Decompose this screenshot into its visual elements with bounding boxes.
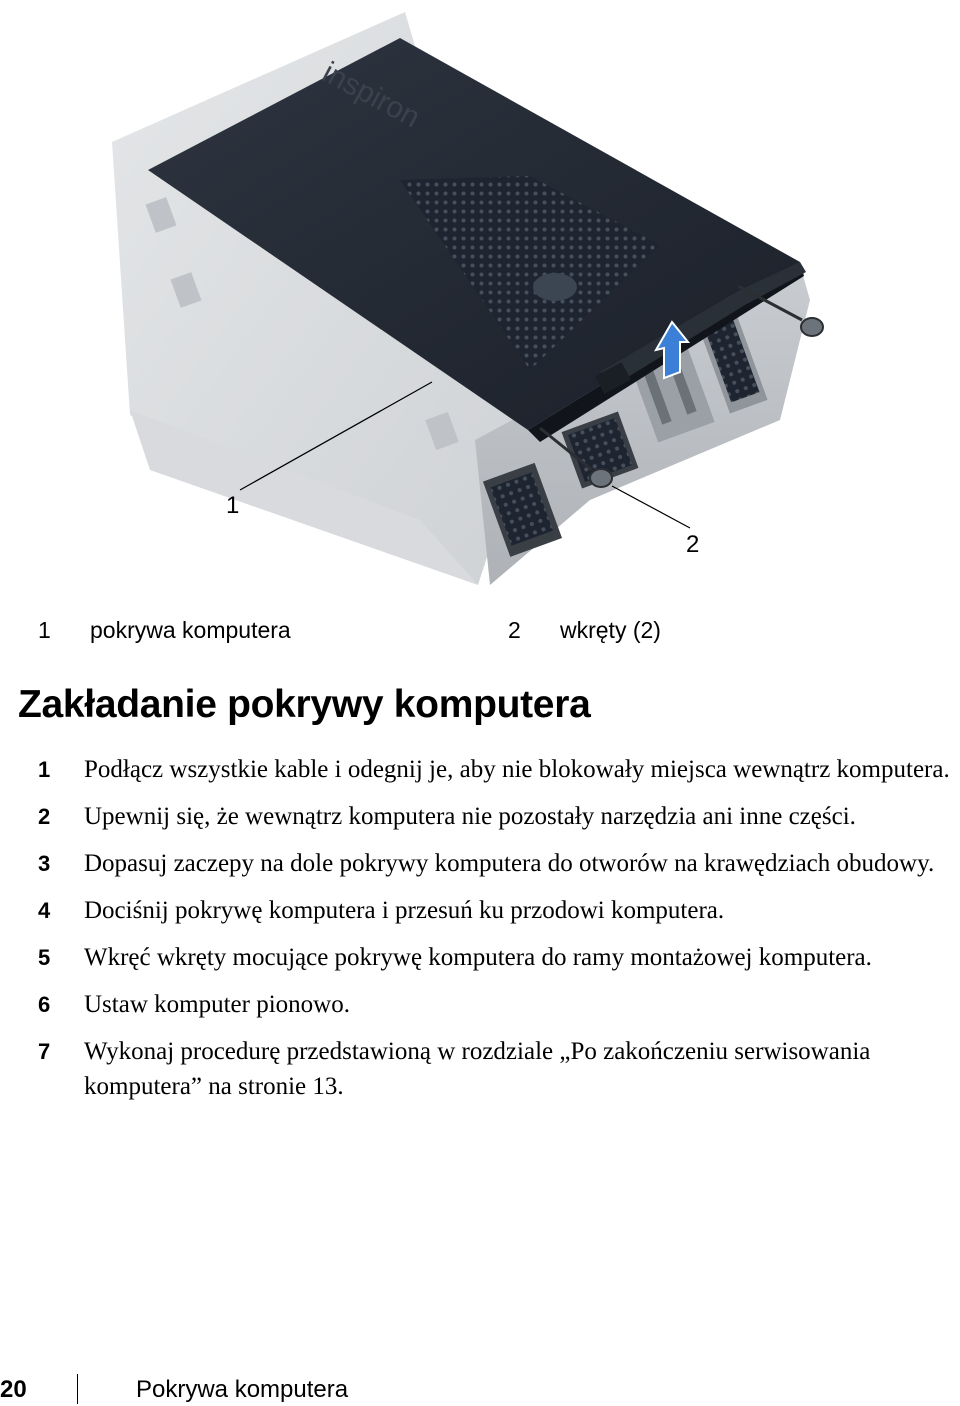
step-text: Dociśnij pokrywę komputera i przesuń ku przodowi komputera. bbox=[84, 897, 725, 924]
step-text: Ustaw komputer pionowo. bbox=[84, 991, 350, 1018]
legend-item-1 bbox=[38, 617, 291, 644]
brand-logo: inspiron bbox=[316, 55, 426, 135]
step-item bbox=[0, 987, 960, 1022]
footer-section-title: Pokrywa komputera bbox=[136, 1376, 349, 1403]
step-item bbox=[0, 893, 960, 928]
step-number: 4 bbox=[38, 898, 51, 923]
legend-label: pokrywa komputera bbox=[90, 617, 291, 643]
step-text: Upewnij się, że wewnątrz komputera nie pozostały narzędzia ani inne części. bbox=[84, 803, 856, 830]
step-number: 1 bbox=[38, 757, 51, 782]
procedure-steps bbox=[0, 752, 960, 1116]
step-text: Podłącz wszystkie kable i odegnij je, aby nie blokowały miejsca wewnątrz komputera. bbox=[84, 756, 950, 783]
step-number: 3 bbox=[38, 851, 51, 876]
step-number: 6 bbox=[38, 992, 51, 1017]
callout-2: 2 bbox=[686, 531, 700, 558]
step-text: Wykonaj procedurę przedstawioną w rozdziale „Po zakończeniu serwisowania komputera” na stronie 13. bbox=[84, 1038, 871, 1100]
computer-cover-illustration bbox=[0, 0, 960, 600]
page-number: 20 bbox=[0, 1376, 27, 1403]
legend-item-2 bbox=[508, 617, 661, 644]
step-number: 2 bbox=[38, 804, 51, 829]
step-item bbox=[0, 940, 960, 975]
legend-label: wkręty (2) bbox=[560, 617, 661, 643]
step-item bbox=[0, 752, 960, 787]
footer-divider bbox=[77, 1374, 78, 1404]
step-number: 7 bbox=[38, 1039, 51, 1064]
page-footer bbox=[0, 1374, 960, 1406]
section-title: Zakładanie pokrywy komputera bbox=[18, 683, 591, 726]
step-text: Dopasuj zaczepy na dole pokrywy komputera do otworów na krawędziach obudowy. bbox=[84, 850, 935, 877]
step-item bbox=[0, 799, 960, 834]
step-number: 5 bbox=[38, 945, 51, 970]
step-item bbox=[0, 1034, 960, 1104]
legend-number: 1 bbox=[38, 617, 51, 643]
step-item bbox=[0, 846, 960, 881]
callout-2-leader bbox=[612, 486, 690, 528]
callout-1: 1 bbox=[226, 492, 240, 519]
step-text: Wkręć wkręty mocujące pokrywę komputera do ramy montażowej komputera. bbox=[84, 944, 872, 971]
legend-number: 2 bbox=[508, 617, 521, 643]
